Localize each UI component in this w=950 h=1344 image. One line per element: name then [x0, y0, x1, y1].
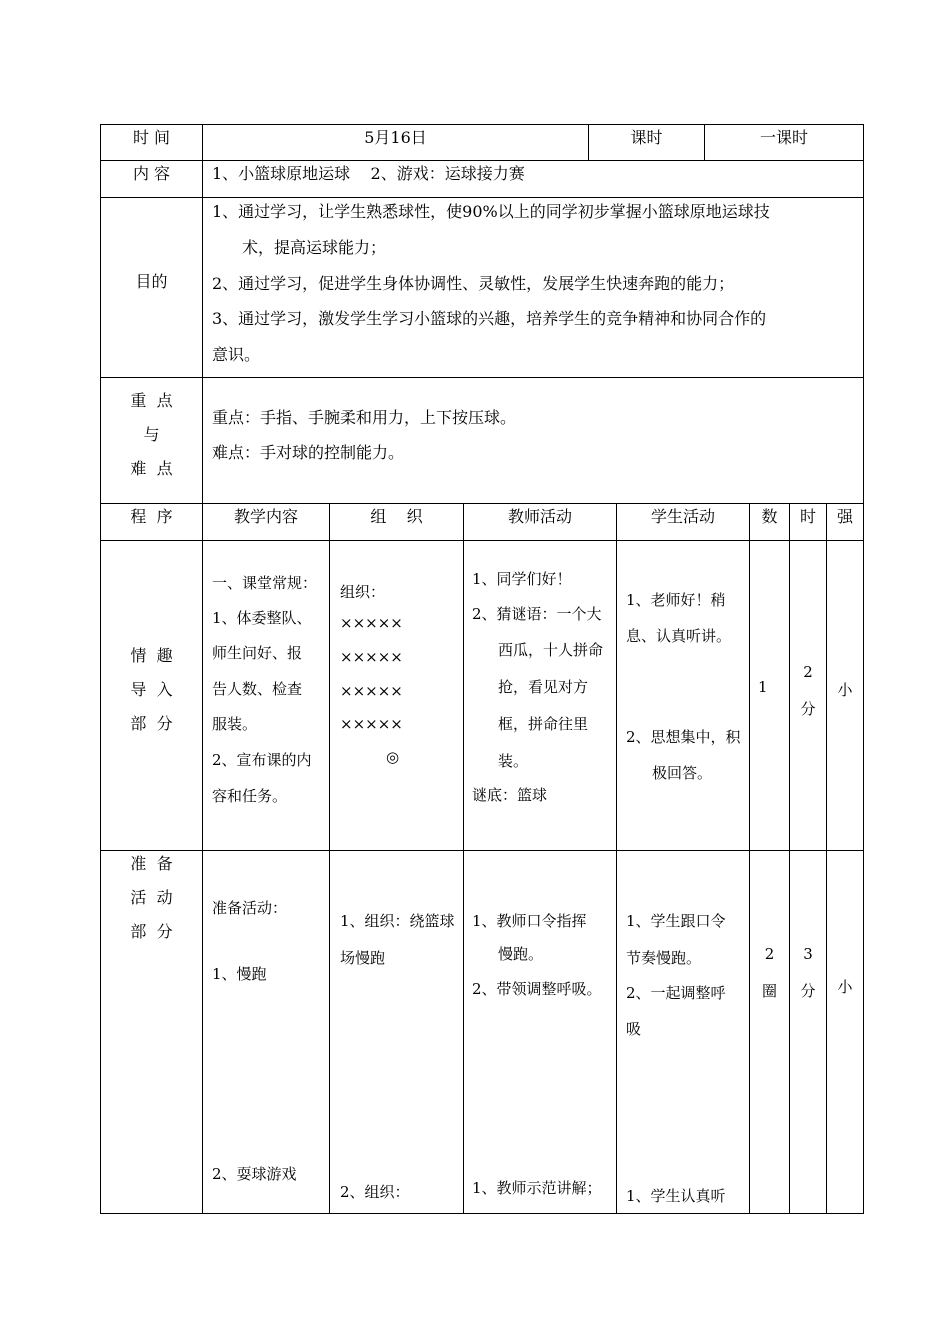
col-divider	[749, 503, 750, 1214]
section2-label: 准 备	[130, 854, 173, 873]
section1-count: 1	[758, 678, 768, 696]
section2-org-line: 2、组织：	[340, 1183, 410, 1201]
section1-label: 部 分	[130, 714, 173, 733]
section1-content-line: 1、体委整队、	[212, 609, 312, 627]
period-label: 课时	[630, 128, 663, 147]
section1-student-line: 息、认真听讲。	[626, 627, 732, 645]
section2-student-line: 节奏慢跑。	[626, 949, 702, 967]
section2-time: 分	[800, 982, 816, 1000]
section1-teacher-line: 1、同学们好！	[472, 570, 572, 588]
section1-teacher-line: 抢，看见对方	[498, 678, 589, 696]
time-label: 时 间	[132, 128, 171, 147]
difficult-point-text: 难点：手对球的控制能力。	[212, 443, 405, 462]
key-points-label: 难 点	[130, 459, 173, 478]
formation-row: ×××××	[340, 682, 403, 700]
col-header-teaching-content: 教学内容	[233, 507, 298, 526]
section2-teacher-line: 慢跑。	[498, 945, 544, 963]
section2-student-line: 1、学生跟口令	[626, 912, 726, 930]
section1-label: 导 入	[130, 680, 173, 699]
section2-count: 2	[764, 945, 775, 963]
col-divider	[463, 503, 464, 1214]
section2-content-line: 准备活动：	[212, 899, 288, 917]
section1-student-line: 极回答。	[652, 764, 713, 782]
section2-student-line: 吸	[626, 1020, 642, 1038]
col-divider	[202, 124, 203, 1214]
section1-time: 分	[800, 700, 816, 718]
section2-student-line: 1、学生认真听	[626, 1187, 726, 1205]
key-points-label: 与	[143, 425, 160, 444]
section2-intensity: 小	[837, 978, 853, 996]
section1-student-line: 1、老师好！稍	[626, 591, 726, 609]
period-value: 一课时	[759, 128, 808, 147]
section2-label: 活 动	[130, 888, 173, 907]
col-header-count: 数	[761, 507, 778, 526]
section2-label: 部 分	[130, 922, 173, 941]
row-divider	[100, 197, 864, 198]
section1-student-line: 2、思想集中，积	[626, 728, 741, 746]
section1-intensity: 小	[837, 681, 853, 699]
table-border-right	[863, 124, 864, 1214]
section2-teacher-line: 2、带领调整呼吸。	[472, 980, 602, 998]
col-divider	[329, 503, 330, 1214]
goal-line: 意识。	[212, 345, 261, 364]
col-header-teacher-activity: 教师活动	[507, 507, 572, 526]
section1-teacher-line: 西瓜，十人拼命	[498, 641, 604, 659]
section2-student-line: 2、一起调整呼	[626, 984, 726, 1002]
col-header-time: 时	[799, 507, 816, 526]
goal-line: 3、通过学习，激发学生学习小篮球的兴趣，培养学生的竞争精神和协同合作的	[212, 309, 767, 328]
date-value: 5月16日	[364, 128, 427, 147]
formation-row: ×××××	[340, 715, 403, 733]
section2-teacher-line: 1、教师示范讲解；	[472, 1179, 602, 1197]
col-header-organization: 组 织	[370, 507, 423, 526]
formation-row: ×××××	[340, 648, 403, 666]
section1-content-line: 师生问好、报	[212, 644, 303, 662]
goal-line: 2、通过学习，促进学生身体协调性、灵敏性，发展学生快速奔跑的能力；	[212, 274, 735, 293]
col-divider	[826, 503, 827, 1214]
section1-content-line: 2、宣布课的内	[212, 751, 312, 769]
section2-content-line: 2、耍球游戏	[212, 1165, 297, 1183]
section1-content-line: 一、课堂常规：	[212, 574, 318, 592]
section1-org-line: 组织：	[340, 583, 386, 601]
section2-teacher-line: 1、教师口令指挥	[472, 912, 587, 930]
goals-label: 目的	[135, 272, 168, 291]
section1-teacher-line: 2、猜谜语：一个大	[472, 605, 602, 623]
col-header-intensity: 强	[836, 507, 853, 526]
section2-content-line: 1、慢跑	[212, 965, 267, 983]
goal-line: 术，提高运球能力；	[242, 238, 387, 257]
section1-label: 情 趣	[130, 646, 173, 665]
content-text: 1、小篮球原地运球 2、游戏：运球接力赛	[212, 164, 525, 183]
section1-teacher-line: 装。	[498, 752, 529, 770]
goal-line: 1、通过学习，让学生熟悉球性，使90%以上的同学初步掌握小篮球原地运球技	[212, 202, 770, 221]
col-divider	[616, 503, 617, 1214]
table-border-top	[100, 124, 864, 125]
teacher-position-icon: ◎	[386, 748, 400, 766]
section2-org-line: 场慢跑	[340, 949, 386, 967]
section1-content-line: 告人数、检查	[212, 680, 303, 698]
col-divider	[789, 503, 790, 1214]
section1-content-line: 容和任务。	[212, 787, 288, 805]
row-divider	[100, 377, 864, 378]
col-header-student-activity: 学生活动	[650, 507, 715, 526]
section1-teacher-line: 谜底：篮球	[472, 786, 548, 804]
formation-row: ×××××	[340, 614, 403, 632]
key-points-label: 重 点	[130, 391, 173, 410]
section1-content-line: 服装。	[212, 715, 258, 733]
col-header-procedure: 程 序	[130, 507, 173, 526]
section2-time: 3	[803, 945, 813, 963]
row-divider	[100, 160, 864, 161]
section2-count: 圈	[761, 982, 777, 1000]
section2-org-line: 1、组织：绕篮球	[340, 912, 455, 930]
content-label: 内 容	[132, 164, 171, 183]
key-point-text: 重点：手指、手腕柔和用力，上下按压球。	[212, 408, 517, 427]
section1-teacher-line: 框，拼命往里	[498, 715, 589, 733]
section1-time: 2	[803, 663, 813, 681]
